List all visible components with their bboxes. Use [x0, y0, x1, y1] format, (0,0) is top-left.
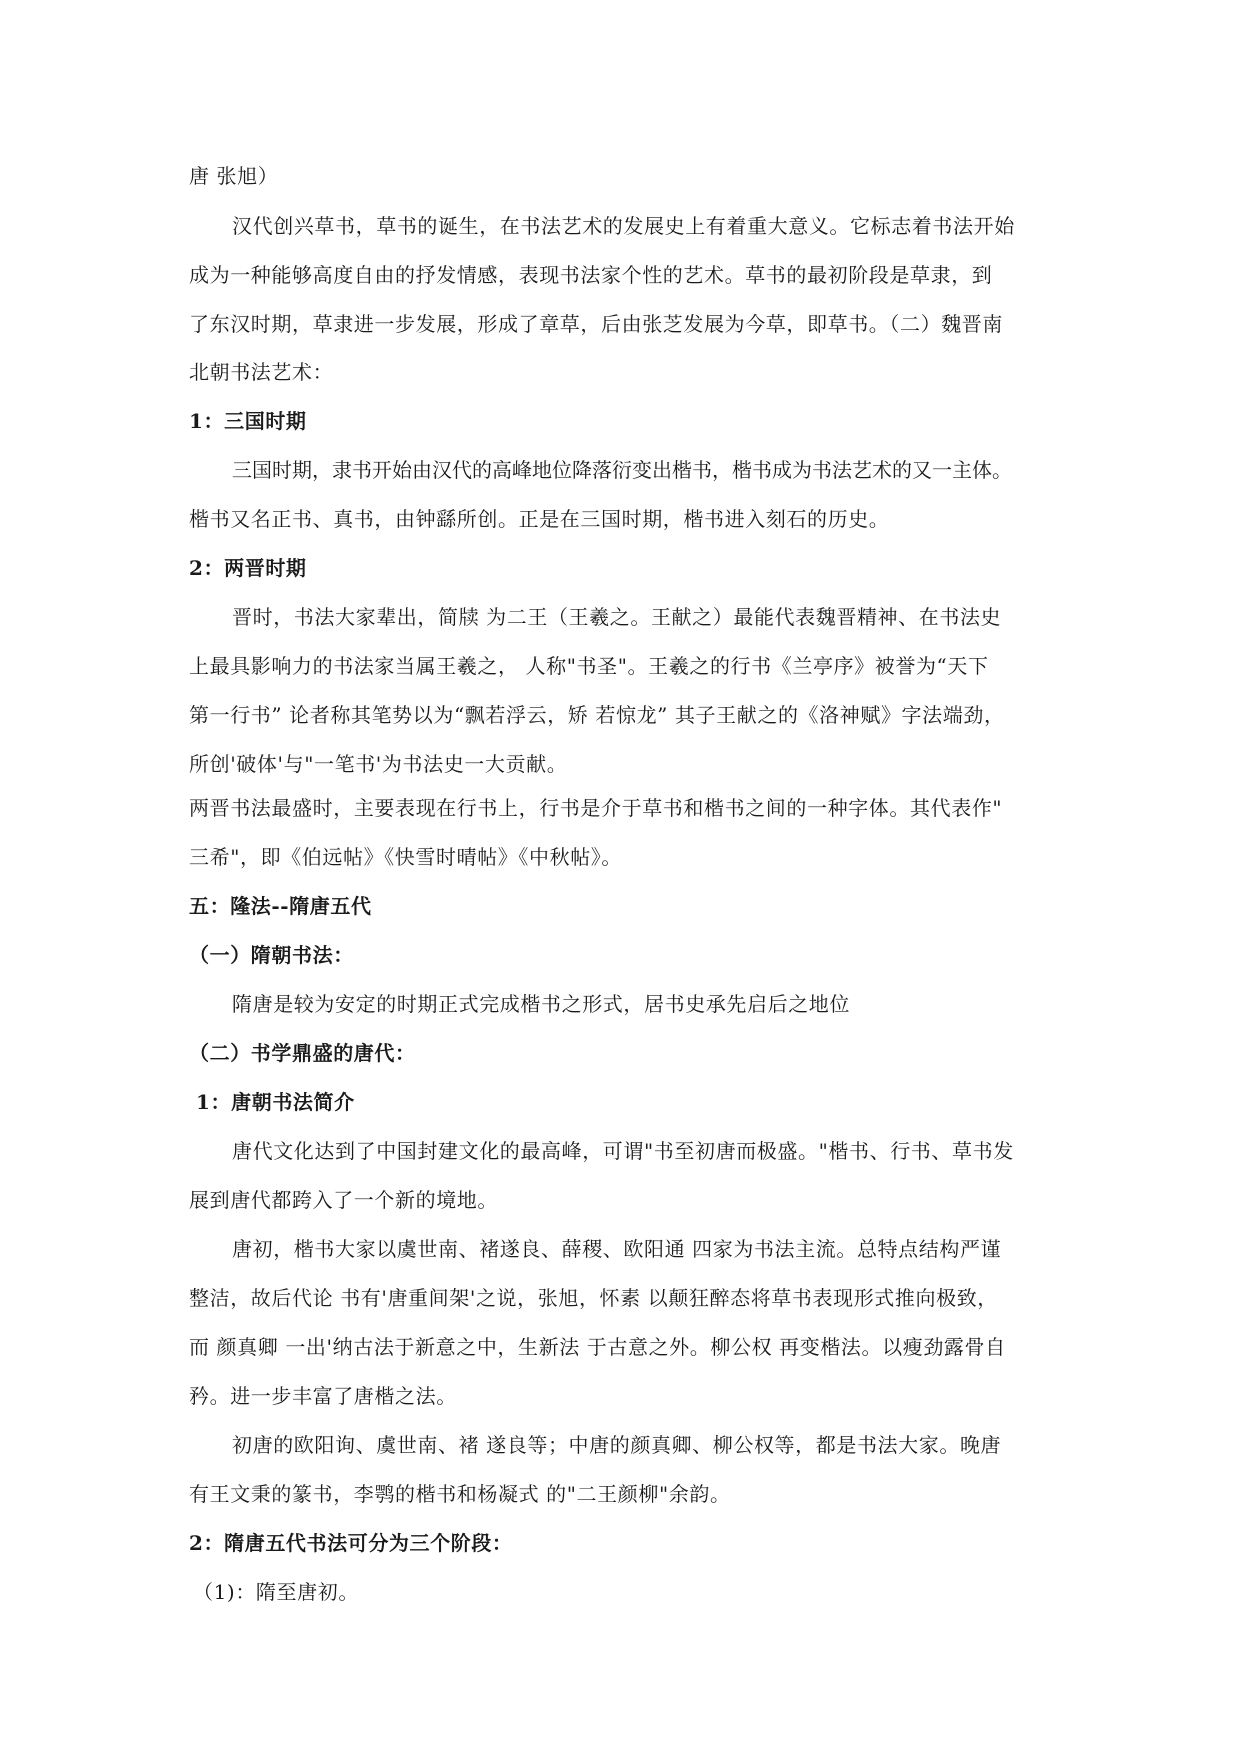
paragraph-line: 所创'破体'与"一笔书'为书法史一大贡献。: [189, 752, 568, 776]
paragraph-line: 矜。进一步丰富了唐楷之法。: [189, 1384, 457, 1408]
paragraph-line: 北朝书法艺术：: [189, 360, 334, 384]
paragraph-line: 整洁，故后代论 书有'唐重间架'之说，张旭，怀素 以颠狂醉态将草书表现形式推向极致，: [189, 1286, 998, 1310]
paragraph-line: 了东汉时期，草隶进一步发展，形成了章草，后由张芝发展为今草，即草书。（二）魏晋南: [189, 312, 1003, 336]
paragraph-line: 两晋书法最盛时，主要表现在行书上，行书是介于草书和楷书之间的一种字体。其代表作": [189, 796, 1003, 820]
paragraph-line: 楷书又名正书、真书，由钟繇所创。正是在三国时期，楷书进入刻石的历史。: [189, 507, 890, 531]
paragraph-line: 而 颜真卿 一出'纳古法于新意之中，生新法 于古意之外。柳公权 再变楷法。以瘦劲露骨自: [189, 1335, 1006, 1359]
paragraph-line: 隋唐是较为安定的时期正式完成楷书之形式，居书史承先启后之地位: [232, 992, 850, 1016]
paragraph-line: 第一行书” 论者称其笔势以为“飘若浮云，矫 若惊龙” 其子王献之的《洛神赋》字法端劲，: [189, 703, 1005, 727]
subsection-heading: （一）隋朝书法：: [189, 943, 354, 967]
section-heading: 2：隋唐五代书法可分为三个阶段：: [189, 1531, 513, 1555]
paragraph-line: 汉代创兴草书，草书的诞生，在书法艺术的发展史上有着重大意义。它标志着书法开始: [232, 214, 1015, 238]
paragraph-line: 晋时，书法大家辈出，简牍 为二王（王羲之。王献之）最能代表魏晋精神、在书法史: [232, 605, 1002, 629]
paragraph-line: 展到唐代都跨入了一个新的境地。: [189, 1188, 498, 1212]
section-heading: 1：唐朝书法简介: [196, 1090, 355, 1114]
text-line: 唐 张旭）: [189, 164, 279, 188]
section-heading: 五：隆法--隋唐五代: [189, 894, 372, 918]
paragraph-line: 唐初，楷书大家以虞世南、褚遂良、薛稷、欧阳通 四家为书法主流。总特点结构严谨: [232, 1237, 1002, 1261]
paragraph-line: 三国时期，隶书开始由汉代的高峰地位降落衍变出楷书，楷书成为书法艺术的又一主体。: [232, 458, 1012, 482]
paragraph-line: 初唐的欧阳询、虞世南、褚 遂良等；中唐的颜真卿、柳公权等，都是书法大家。晚唐: [232, 1433, 1002, 1457]
section-heading: 2：两晋时期: [189, 556, 307, 580]
list-item: （1)：隋至唐初。: [193, 1580, 359, 1604]
paragraph-line: 成为一种能够高度自由的抒发情感，表现书法家个性的艺术。草书的最初阶段是草隶，到: [189, 263, 993, 287]
section-heading: 1：三国时期: [189, 409, 307, 433]
paragraph-line: 上最具影响力的书法家当属王羲之， 人称"书圣"。王羲之的行书《兰亭序》被誉为“天下: [189, 654, 989, 678]
subsection-heading: （二）书学鼎盛的唐代：: [189, 1041, 416, 1065]
paragraph-line: 三希"，即《伯远帖》《快雪时晴帖》《中秋帖》。: [189, 845, 622, 869]
paragraph-line: 唐代文化达到了中国封建文化的最高峰，可谓"书至初唐而极盛。"楷书、行书、草书发: [232, 1139, 1014, 1163]
paragraph-line: 有王文秉的篆书，李鹗的楷书和杨凝式 的"二王颜柳"余韵。: [189, 1482, 731, 1506]
